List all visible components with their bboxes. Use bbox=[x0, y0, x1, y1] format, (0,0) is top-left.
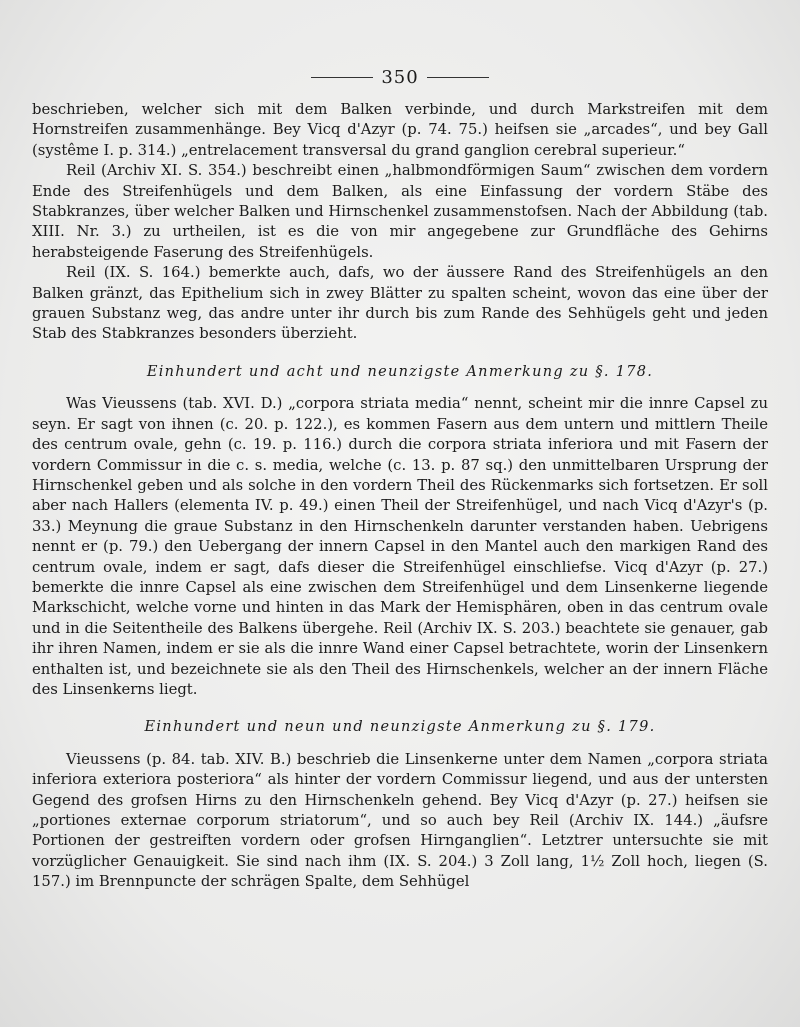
paragraph-reil-saum: Reil (Archiv XI. S. 354.) beschreibt einen „halbmondförmigen Saum“ zwischen dem vordern Ende des Streifenhügels und dem Balken, als eine Einfassung der vordern Stäbe des Stabkranzes, über welcher Balken und Hirnschenkel zusammenstofsen. Nach der Abbildung (tab. XIII. Nr. 3.) zu urtheilen, ist es die von mir angegebene zur Grundfläche des Gehirns herabsteigende Faserung des Streifenhügels. bbox=[32, 162, 768, 261]
paragraph-reil-epithelium: Reil (IX. S. 164.) bemerkte auch, dafs, wo der äussere Rand des Streifenhügels an den Balken gränzt, das Epithelium sich in zwey Blätter zu spalten scheint, wovon das eine über der grauen Substanz weg, das andre unter ihr durch bis zum Rande des Sehhügels geht und jeden Stab des Stabkranzes besonders überzieht. bbox=[32, 264, 768, 343]
section-heading-198: Einhundert und acht und neunzigste Anmerkung zu §. 178. bbox=[146, 363, 654, 380]
header-rule-left bbox=[311, 77, 373, 78]
section-heading-199: Einhundert und neun und neunzigste Anmerkung zu §. 179. bbox=[144, 719, 656, 736]
page-number: 350 bbox=[381, 66, 419, 88]
header-rule-right bbox=[427, 77, 489, 78]
page-header bbox=[0, 62, 800, 92]
page-body bbox=[32, 100, 768, 893]
paragraph-section-198: Was Vieussens (tab. XVI. D.) „corpora striata media“ nennt, scheint mir die innre Capsel zu seyn. Er sagt von ihnen (c. 20. p. 122.), es kommen Fasern aus dem untern und mittlern Theile des centrum ovale, gehn (c. 19. p. 116.) durch die corpora striata inferiora und mit Fasern der vordern Commissur in die c. s. media, welche (c. 13. p. 87 sq.) den unmittelbaren Ursprung der Hirnschenkel geben und als solche in den vordern Theil des Rückenmarks sich fortsetzen. Er soll aber nach Hallers (elementa IV. p. 49.) einen Theil der Streifenhügel, und nach Vicq d'Azyr's (p. 33.) Meynung die graue Substanz in den Hirnschenkeln darunter verstanden haben. Uebrigens nennt er (p. 79.) den Uebergang der innern Capsel in den Mantel auch den markigen Rand des centrum ovale, indem er sagt, dafs dieser die Streifenhügel einschliefse. Vicq d'Azyr (p. 27.) bemerkte die innre Capsel als eine zwischen dem Streifenhügel und dem Linsenkerne liegende Markschicht, welche vorne und hinten in das Mark der Hemisphären, oben in das centrum ovale und in die Seitentheile des Balkens übergehe. Reil (Archiv IX. S. 203.) beachtete sie genauer, gab ihr ihren Namen, indem er sie als die innre Wand einer Capsel betrachtete, worin der Linsenkern enthalten ist, und bezeichnete sie als den Theil des Hirnschenkels, welcher an der innern Fläche des Linsenkerns liegt. bbox=[32, 395, 768, 698]
paragraph-section-199: Vieussens (p. 84. tab. XIV. B.) beschrieb die Linsenkerne unter dem Namen „corpora striata inferiora exteriora posteriora“ als hinter der vordern Commissur liegend, und aus der untersten Gegend des grofsen Hirns zu den Hirnschenkeln gehend. Bey Vicq d'Azyr (p. 27.) heifsen sie „portiones externae corporum striatorum“, und so auch bey Reil (Archiv IX. 144.) „äufsre Portionen der gestreiften vordern oder grofsen Hirnganglien“. Letztrer untersuchte sie mit vorzüglicher Genauigkeit. Sie sind nach ihm (IX. S. 204.) 3 Zoll lang, 1½ Zoll hoch, liegen (S. 157.) im Brennpuncte der schrägen Spalte, dem Sehhügel bbox=[32, 750, 768, 891]
paragraph-continuation: beschrieben, welcher sich mit dem Balken verbinde, und durch Markstreifen mit dem Hornstreifen zusammenhänge. Bey Vicq d'Azyr (p. 74. 75.) heifsen sie „arcades“, und bey Gall (systême I. p. 314.) „entrelacement transversal du grand ganglion cerebral superieur.“ bbox=[32, 101, 768, 159]
